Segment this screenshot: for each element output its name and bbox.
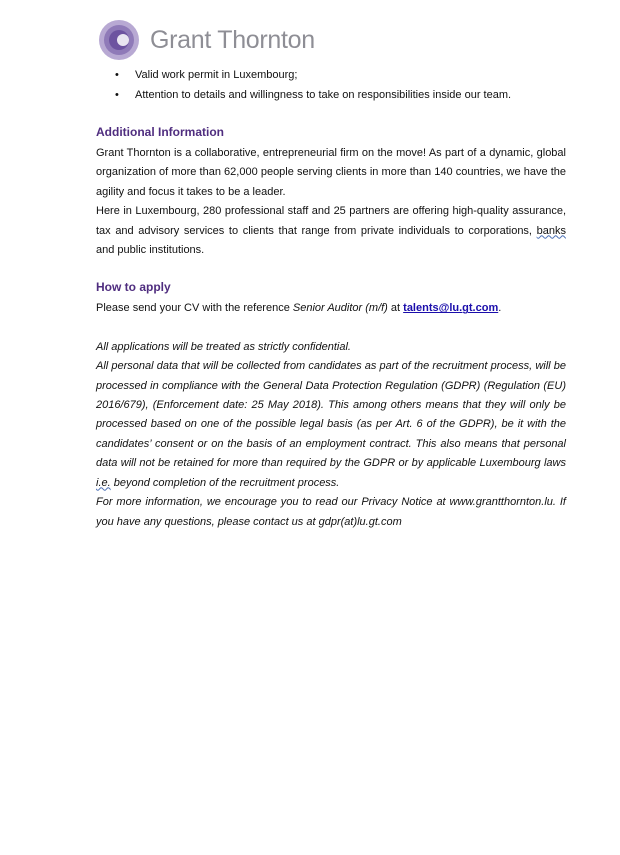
how-to-apply-text [96,299,566,318]
spellcheck-flagged-word[interactable]: banks [536,224,566,237]
gdpr-paragraph [96,357,566,493]
how-to-apply-heading: How to apply [96,280,171,295]
apply-text: . [498,302,502,315]
paragraph-text: and public institutions. [96,244,205,257]
confidentiality-note: All applications will be treated as strictly confidential. [96,340,351,353]
list-item [96,85,566,105]
privacy-notice-paragraph: For more information, we encourage you to read our Privacy Notice at www.grantthornton.lu. If you have any questions, please contact us at gdpr(at)lu.gt.com [96,496,566,528]
requirements-list [96,65,566,105]
bullet-icon: • [115,69,119,81]
apply-text: at [387,302,404,315]
list-item [96,65,566,85]
bullet-icon: • [115,89,119,101]
logo [98,19,315,61]
paragraph-text: Here in Luxembourg, 280 professional staff and 25 partners are offering high-quality assurance, tax and advisory services to clients that range from private individuals to corporations, [96,205,566,237]
additional-info-heading: Additional Information [96,125,224,139]
spellcheck-flagged-word[interactable]: i.e. [96,476,111,489]
additional-info-paragraph-2 [96,202,566,260]
document-body [96,65,566,532]
requirement-text: Attention to details and willingness to take on responsibilities inside our team. [135,89,512,101]
gdpr-text: beyond completion of the recruitment process. [110,476,340,489]
email-link[interactable]: talents@lu.gt.com [403,302,499,315]
additional-info-paragraph-1: Grant Thornton is a collaborative, entrepreneurial firm on the move! As part of a dynamic, global organization of more than 62,000 people serving clients in more than 140 countries, we have the agility and focus it takes to be a leader. [96,147,566,198]
requirement-text: Valid work permit in Luxembourg; [135,69,298,81]
brand-name: Grant Thornton [150,25,315,54]
grant-thornton-logo-icon [98,19,140,61]
gdpr-text: All personal data that will be collected from candidates as part of the recruitment process, will be processed in compliance with the General Data Protection Regulation (GDPR) (Regulation (EU) 2016/679), (Enforcement date: 25 May 2018). This among others means that they will only be processed based on one of the possible legal basis (as per Art. 6 of the GDPR), be it with the candidates’ consent or on the basis of an employment contract. This also means that personal data will not be retained for more than required by the GDPR or by applicable Luxembourg laws [96,360,566,470]
job-reference: Senior Auditor (m/f) [292,302,388,315]
apply-text: Please send your CV with the reference [96,302,293,315]
